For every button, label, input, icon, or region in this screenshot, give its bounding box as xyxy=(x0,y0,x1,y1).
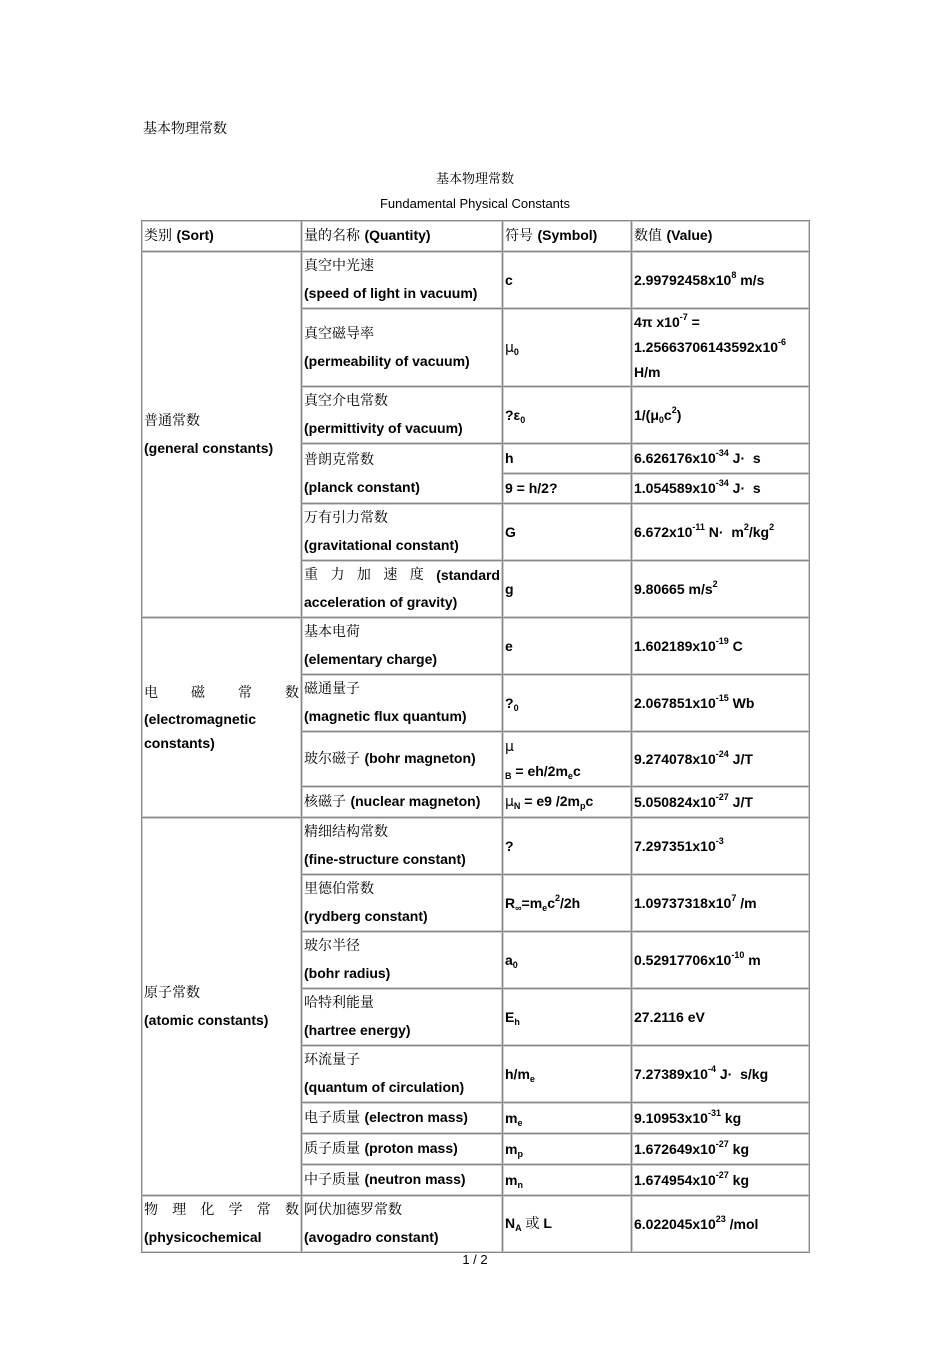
group-atomic-constants: 原子常数 (atomic constants) xyxy=(142,818,302,1196)
symbol-cell: $m_e$ xyxy=(503,1103,632,1134)
value-cell: $9.10953x10^{-31}$ kg xyxy=(632,1103,810,1134)
header-quantity: 量的名称 (Quantity) xyxy=(302,221,503,252)
table-row xyxy=(142,252,810,309)
page-heading: 基本物理常数 xyxy=(143,121,227,137)
symbol-cell: c xyxy=(503,252,632,309)
symbol-cell: $a_0$ xyxy=(503,932,632,989)
symbol-cell: G xyxy=(503,504,632,561)
constants-table xyxy=(141,220,810,1253)
group-electromagnetic-constants: 电 磁 常 数 (electromagnetic constants) xyxy=(142,618,302,818)
table-row xyxy=(142,618,810,675)
quantity-cell: 磁通量子 (magnetic flux quantum) xyxy=(302,675,503,732)
table-title-english: Fundamental Physical Constants xyxy=(379,196,571,211)
quantity-cell: 基本电荷 (elementary charge) xyxy=(302,618,503,675)
symbol-cell: ? xyxy=(503,818,632,875)
quantity-cell: 中子质量 (neutron mass) xyxy=(302,1165,503,1196)
header-symbol: 符号 (Symbol) xyxy=(503,221,632,252)
symbol-cell: $m_n$ xyxy=(503,1165,632,1196)
table-row xyxy=(142,818,810,875)
value-cell: $6.672x10^{-11}$ $N\cdot m^2/kg^2$ xyxy=(632,504,810,561)
value-cell: 9.80665 $m/s^2$ xyxy=(632,561,810,618)
value-cell: $1.672649x10^{-27}$ kg xyxy=(632,1134,810,1165)
value-cell: $5.050824x10^{-27}$ J/T xyxy=(632,787,810,818)
symbol-cell: $E_h$ xyxy=(503,989,632,1046)
value-cell: $0.52917706x10^{-10}$ m xyxy=(632,932,810,989)
header-value: 数值 (Value) xyxy=(632,221,810,252)
quantity-cell: 玻尔半径 (bohr radius) xyxy=(302,932,503,989)
quantity-cell: 里德伯常数 (rydberg constant) xyxy=(302,875,503,932)
value-cell: $2.067851x10^{-15}$ Wb xyxy=(632,675,810,732)
quantity-cell: 质子质量 (proton mass) xyxy=(302,1134,503,1165)
quantity-cell: 万有引力常数 (gravitational constant) xyxy=(302,504,503,561)
symbol-cell: 9 = h/2? xyxy=(503,474,632,504)
quantity-cell: 玻尔磁子 (bohr magneton) xyxy=(302,732,503,787)
group-general-constants: 普通常数 (general constants) xyxy=(142,252,302,618)
symbol-cell: e xyxy=(503,618,632,675)
value-cell: $7.297351x10^{-3}$ xyxy=(632,818,810,875)
quantity-cell: 真空磁导率 (permeability of vacuum) xyxy=(302,309,503,387)
value-cell: $7.27389x10^{-4}$ J· s/kg xyxy=(632,1046,810,1103)
value-cell: $6.022045x10^{23}$ /mol xyxy=(632,1196,810,1253)
value-cell: $1.054589x10^{-34}$ J· s xyxy=(632,474,810,504)
value-cell: $1.602189x10^{-19}$ C xyxy=(632,618,810,675)
header-sort: 类别 (Sort) xyxy=(142,221,302,252)
quantity-cell: 电子质量 (electron mass) xyxy=(302,1103,503,1134)
value-cell: $1/(\mu_0c^2)$ xyxy=(632,387,810,444)
table-title-chinese: 基本物理常数 xyxy=(435,172,514,187)
value-cell: $9.274078x10^{-24}$ J/T xyxy=(632,732,810,787)
symbol-cell: $N_A$ 或 L xyxy=(503,1196,632,1253)
header-row xyxy=(142,221,810,252)
symbol-cell: $h/m_e$ xyxy=(503,1046,632,1103)
quantity-cell: 阿伏加德罗常数 (avogadro constant) xyxy=(302,1196,503,1253)
quantity-cell: 重 力 加 速 度 (standard acceleration of gravity) xyxy=(302,561,503,618)
symbol-cell: $?_0$ xyxy=(503,675,632,732)
value-cell: $1.09737318x10^7$ /m xyxy=(632,875,810,932)
quantity-cell: 真空中光速 (speed of light in vacuum) xyxy=(302,252,503,309)
quantity-cell: 精细结构常数 (fine-structure constant) xyxy=(302,818,503,875)
symbol-cell: h xyxy=(503,444,632,474)
symbol-cell: $m_p$ xyxy=(503,1134,632,1165)
symbol-cell: g xyxy=(503,561,632,618)
quantity-cell: 哈特利能量 (hartree energy) xyxy=(302,989,503,1046)
symbol-cell: $?\varepsilon_0$ xyxy=(503,387,632,444)
value-cell: 4π $x10^{-7}$ = $1.25663706143592x10^{-6}$ H/m xyxy=(632,309,810,387)
symbol-cell: $\mu_N = e9$ $/2m_pc$ xyxy=(503,787,632,818)
value-cell: $1.674954x10^{-27}$ kg xyxy=(632,1165,810,1196)
quantity-cell: 核磁子 (nuclear magneton) xyxy=(302,787,503,818)
group-physicochemical-constants: 物 理 化 学 常 数 (physicochemical xyxy=(142,1196,302,1253)
table-row xyxy=(142,1196,810,1253)
symbol-cell: μ $_B = eh/2m_ec$ xyxy=(503,732,632,787)
value-cell: $2.99792458x10^8$ m/s xyxy=(632,252,810,309)
page-number: 1 / 2 xyxy=(462,1252,488,1267)
quantity-cell: 普朗克常数 (planck constant) xyxy=(302,444,503,504)
quantity-cell: 环流量子 (quantum of circulation) xyxy=(302,1046,503,1103)
value-cell: $6.626176x10^{-34}$ J· s xyxy=(632,444,810,474)
symbol-cell: $\mu_0$ xyxy=(503,309,632,387)
symbol-cell: $R_\infty=m_ec^2/2h$ xyxy=(503,875,632,932)
value-cell: 27.2116 eV xyxy=(632,989,810,1046)
quantity-cell: 真空介电常数 (permittivity of vacuum) xyxy=(302,387,503,444)
